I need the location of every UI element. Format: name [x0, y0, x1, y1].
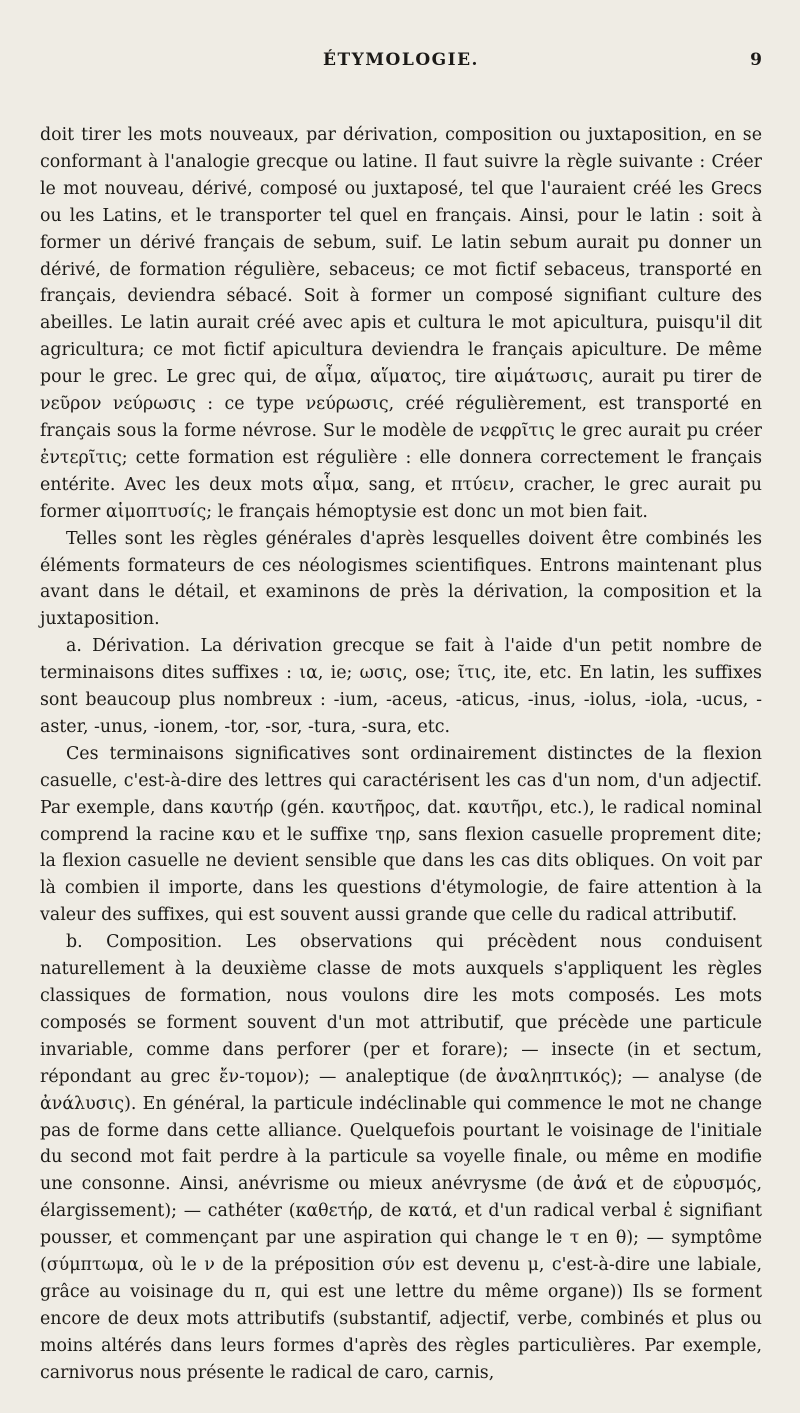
paragraph-continuation: doit tirer les mots nouveaux, par dérivation, composition ou juxtaposition, en se conformant à l'analogie grecque ou latine. Il faut suivre la règle suivante : Créer le mot nouveau, dérivé, composé ou juxtaposé, tel que l'auraient créé les Grecs ou les Latins, et le transporter tel quel en français. Ainsi, pour le latin : soit à former un dérivé français de sebum, suif. Le latin sebum aurait pu donner un dérivé, de formation régulière, sebaceus; ce mot fictif sebaceus, transporté en français, deviendra sébacé. Soit à former un composé signifiant culture des abeilles. Le latin aurait créé avec apis et cultura le mot apicultura, puisqu'il dit agricultura; ce mot fictif apicultura deviendra le français apiculture. De même pour le grec. Le grec qui, de αἷμα, αἵματος, tire αἱμάτωσις, aurait pu tirer de νεῦρον νεύρωσις : ce type νεύρωσις, créé régulièrement, est transporté en français sous la forme névrose. Sur le modèle de νεφρῖτις le grec aurait pu créer ἐντερῖτις; cette formation est régulière : elle donnera correctement le français entérite. Avec les deux mots αἷμα, sang, et πτύειν, cracher, le grec aurait pu former αἱμοπτυσίς; le français hémoptysie est donc un mot bien fait. — [40, 125, 762, 522]
paragraph-general-rules: Telles sont les règles générales d'après lesquelles doivent être combinés les éléments formateurs de ces néologismes scientifiques. Entrons maintenant plus avant dans le détail, et examinons de près la dérivation, la composition et la juxtaposition. — [40, 528, 762, 630]
paragraph-derivation: a. Dérivation. La dérivation grecque se fait à l'aide d'un petit nombre de terminaisons dites suffixes : ια, ie; ωσις, ose; ῖτις, ite, etc. En latin, les suffixes sont beaucoup plus nombreux : -ium, -aceus, -aticus, -inus, -iolus, -iola, -ucus, -aster, -unus, -ionem, -tor, -sor, -tura, -sura, etc. — [40, 636, 762, 737]
running-title: ÉTYMOLOGIE. — [323, 50, 479, 70]
paragraph-case-flexion: Ces terminaisons significatives sont ordinairement distinctes de la flexion casuelle, c'est-à-dire des lettres qui caractérisent les cas d'un nom, d'un adjectif. Par exemple, dans καυτήρ (gén. καυτῆρος, dat. καυτῆρι, etc.), le radical nominal comprend la racine καυ et le suffixe τηρ, sans flexion casuelle proprement dite; la flexion casuelle ne devient sensible que dans les cas dits obliques. On voit par là combien il importe, dans les questions d'étymologie, de faire attention à la valeur des suffixes, qui est souvent aussi grande que celle du radical attributif. — [40, 743, 762, 926]
paragraph-composition: b. Composition. Les observations qui précèdent nous conduisent naturellement à la deuxième classe de mots auxquels s'appliquent les règles classiques de formation, nous voulons dire les mots composés. Les mots composés se forment souvent d'un mot attributif, que précède une particule invariable, comme dans perforer (per et forare); — insecte (in et sectum, répondant au grec ἔν-τομον); — analeptique (de ἀναληπτικός); — analyse (de ἀνάλυσις). En général, la particule indéclinable qui commence le mot ne change pas de forme dans cette alliance. Quelquefois pourtant le voisinage de l'initiale du second mot fait perdre à la particule sa voyelle finale, ou même en modifie une consonne. Ainsi, anévrisme ou mieux anévrysme (de ἀνά et de εὐρυσμός, élargissement); — cathéter (καθετήρ, de κατά, et d'un radical verbal ἑ signifiant pousser, et commençant par une aspiration qui change le τ en θ); — symptôme (σύμπτωμα, où le ν de la préposition σύν est devenu μ, c'est-à-dire une labiale, grâce au voisinage du π, qui est une lettre du même organe)) Ils se forment encore de deux mots attributifs (substantif, adjectif, verbe, combinés et plus ou moins altérés dans leurs formes d'après des règles particulières. Par exemple, carnivorus nous présente le radical de caro, carnis, — [40, 932, 762, 1383]
page-header — [40, 50, 762, 90]
page-number: 9 — [750, 50, 762, 70]
body-text — [40, 122, 762, 1387]
